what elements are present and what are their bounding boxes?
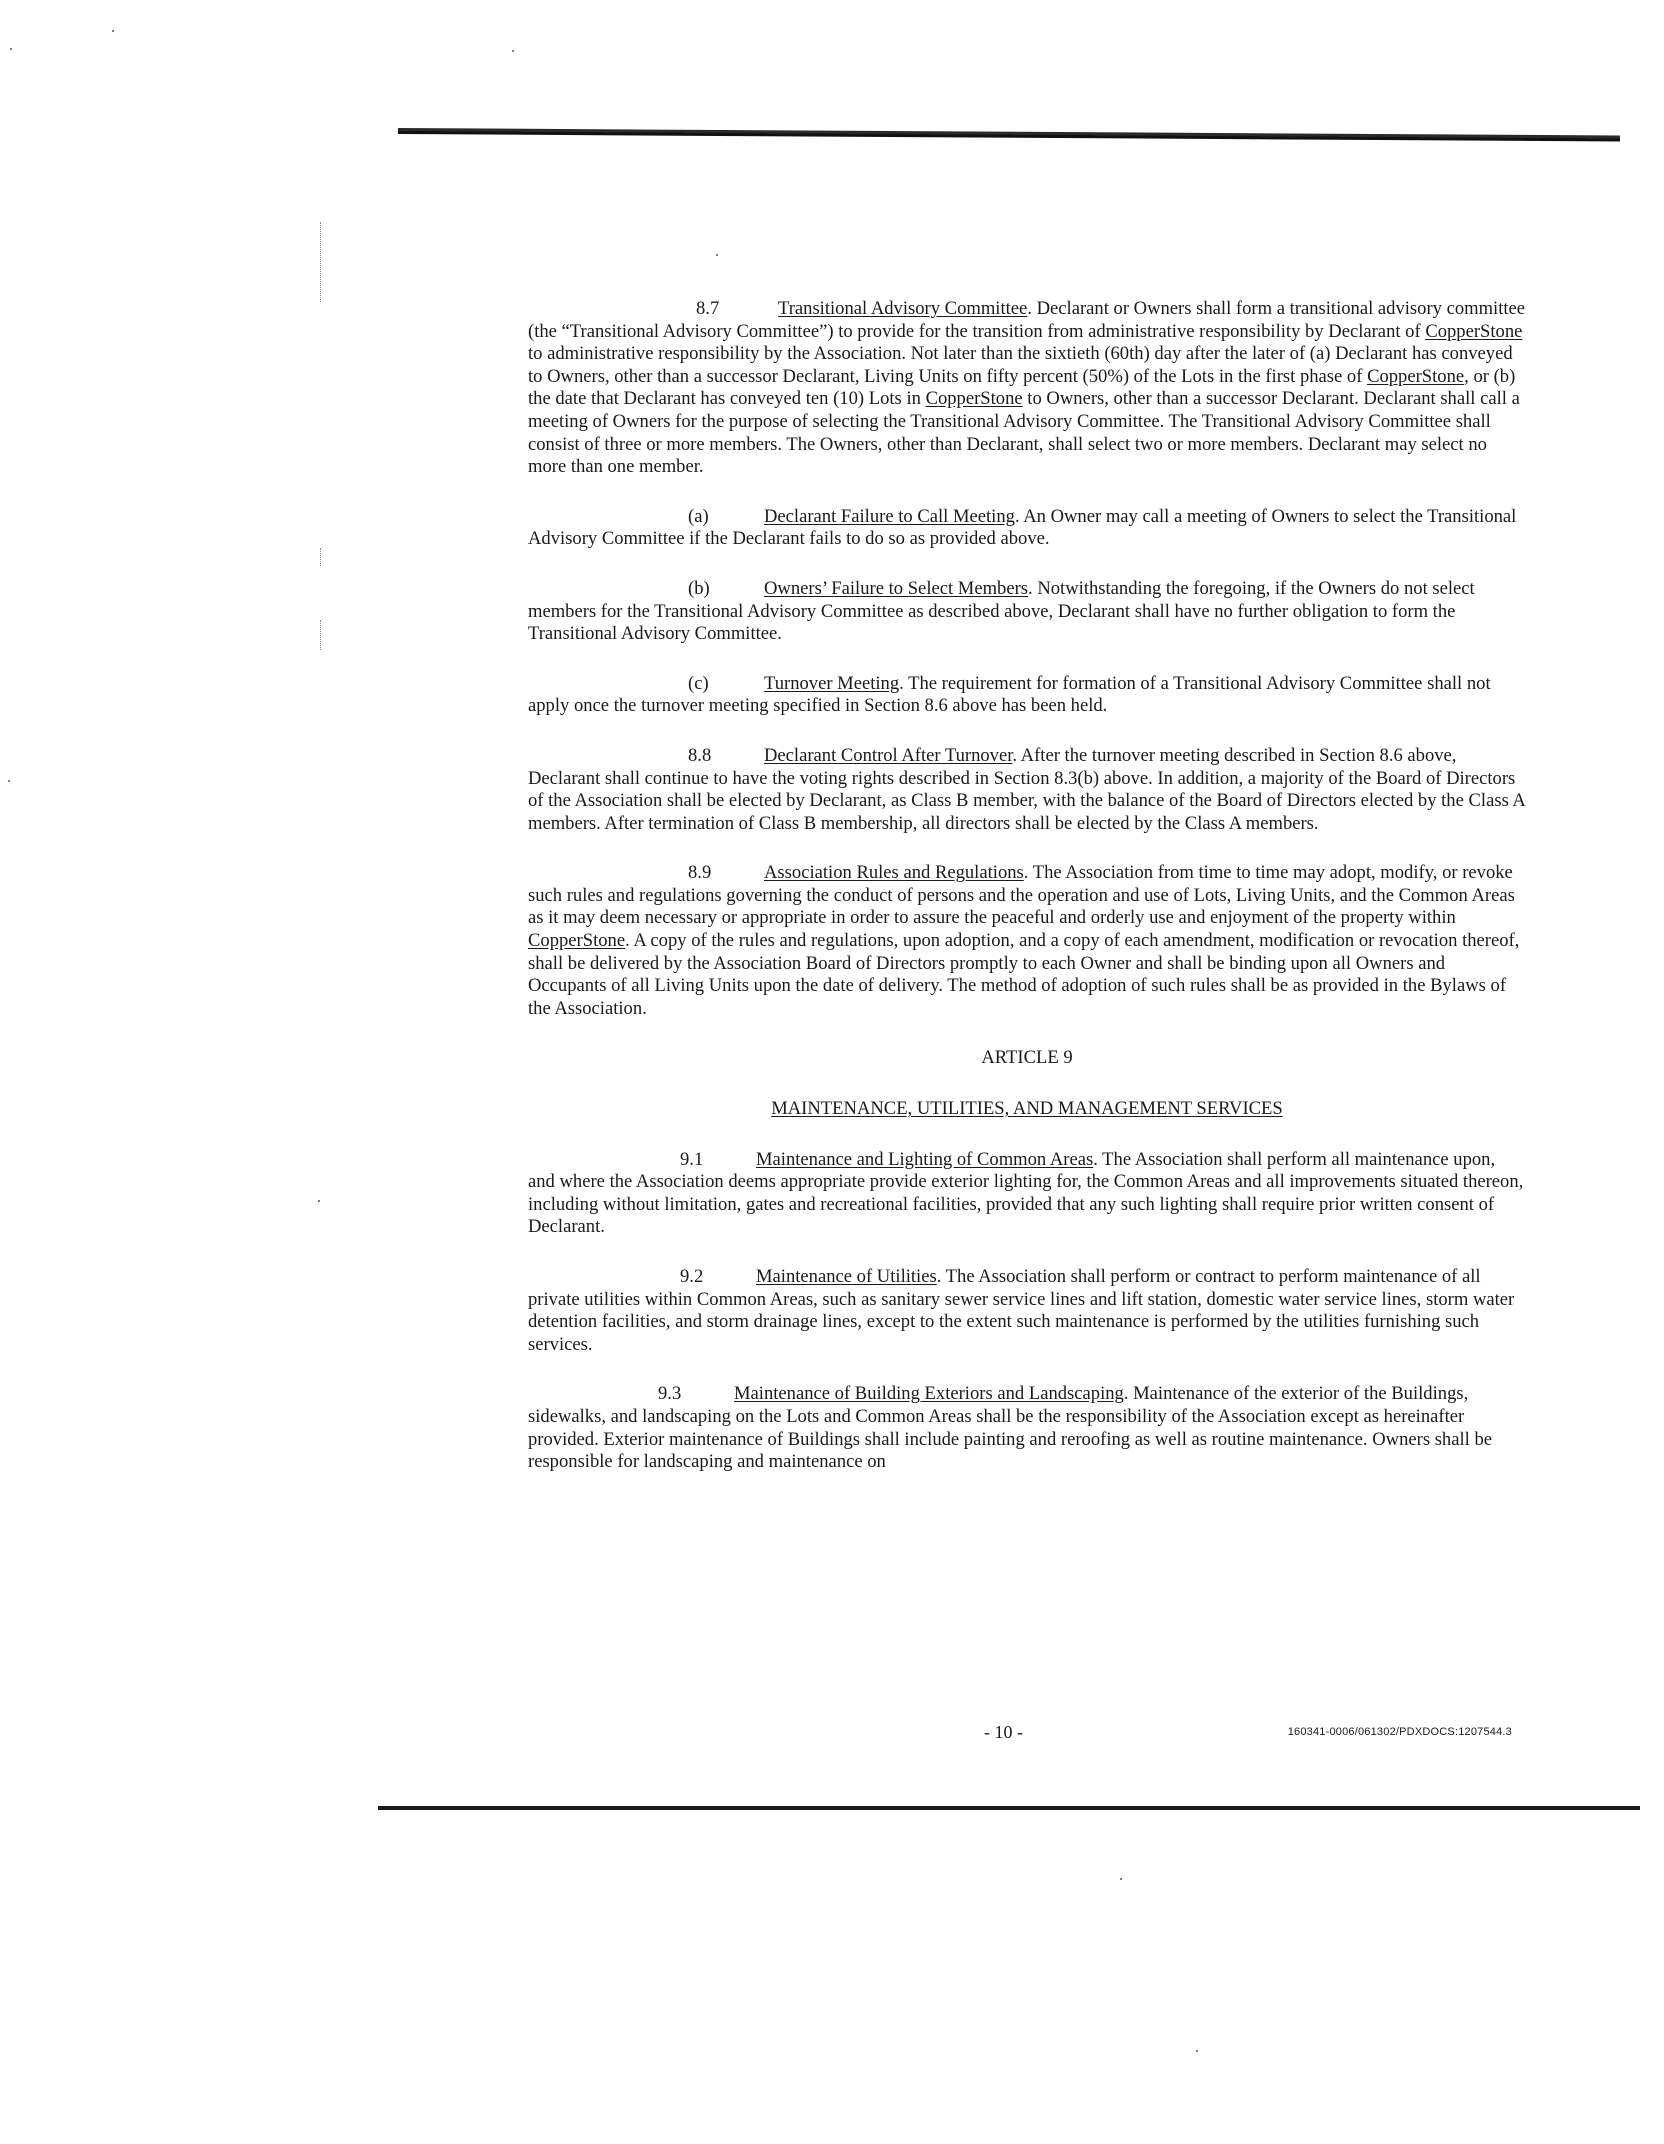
section-heading: Turnover Meeting	[764, 672, 900, 694]
section-heading: Declarant Control After Turnover	[764, 744, 1013, 766]
copperstone-term: CopperStone	[528, 930, 626, 952]
bottom-rule	[378, 1806, 1640, 1810]
section-text: , or (b) the date that Declarant has conveyed ten (10) Lots in	[528, 365, 1516, 410]
binder-hole-mark	[320, 620, 335, 650]
section-8-8	[528, 745, 1526, 835]
section-8-7-a	[528, 506, 1526, 551]
section-number: 9.1	[680, 1148, 704, 1170]
section-9-2	[528, 1266, 1526, 1356]
document-id: 160341-0006/061302/PDXDOCS:1207544.3	[1287, 1726, 1512, 1738]
section-text: to Owners, other than a successor Declarant. Declarant shall call a meeting of Owners for the purpose of selecting the Transitional Advisory Committee. The Transitional Advisory Committee shall consist of three or more members. The Owners, other than Declarant, shall select two or more members. Declarant may select no more than one member.	[528, 388, 1520, 478]
section-number: (a)	[688, 505, 709, 527]
section-number: 8.9	[688, 862, 712, 884]
section-9-3	[528, 1383, 1526, 1473]
section-number: 8.8	[688, 744, 712, 766]
document-body	[528, 298, 1526, 1501]
copperstone-term: CopperStone	[1367, 365, 1465, 387]
section-heading: Declarant Failure to Call Meeting	[764, 505, 1015, 527]
section-9-1	[528, 1149, 1526, 1239]
section-number: 9.3	[658, 1383, 682, 1405]
section-text: . The Association shall perform or contract to perform maintenance of all private utilities within Common Areas, such as sanitary sewer service lines and lift station, domestic water service lines, storm water detention facilities, and storm drainage lines, except to the extent such maintenance is performed by the utilities furnishing such services.	[528, 1266, 1515, 1355]
article-label: ARTICLE 9	[981, 1047, 1073, 1069]
section-number: (c)	[688, 672, 709, 694]
copperstone-term: CopperStone	[925, 388, 1023, 410]
article-title-text: MAINTENANCE, UTILITIES, AND MANAGEMENT SERVICES	[771, 1098, 1283, 1120]
top-rule	[398, 128, 1620, 141]
section-text: . Declarant or Owners shall form a transitional advisory committee (the “Transitional Advisory Committee”) to provide for the transition from administrative responsibility by Declarant of	[528, 298, 1526, 342]
section-heading: Transitional Advisory Committee	[778, 298, 1028, 319]
article-title	[528, 1098, 1526, 1121]
copperstone-term: CopperStone	[1425, 320, 1523, 342]
section-text: . The Association from time to time may adopt, modify, or revoke such rules and regulations governing the conduct of persons and the operation and use of Lots, Living Units, and the Common Areas as it may deem necessary or appropriate in order to assure the peaceful and orderly use and enjoyment of the property within	[528, 862, 1515, 929]
section-heading: Maintenance and Lighting of Common Areas	[756, 1148, 1094, 1170]
binder-hole-mark	[320, 548, 335, 566]
section-8-7-c	[528, 673, 1526, 718]
section-text: . After the turnover meeting described in Section 8.6 above, Declarant shall continue to have the voting rights described in Section 8.3(b) above. In addition, a majority of the Board of Directors of the Association shall be elected by Declarant, as Class B member, with the balance of the Board of Directors elected by the Class A members. After termination of Class B membership, all directors shall be elected by the Class A members.	[528, 744, 1525, 834]
binder-hole-mark	[320, 222, 335, 302]
section-text: . An Owner may call a meeting of Owners to select the Transitional Advisory Committee if the Declarant fails to do so as provided above.	[528, 505, 1517, 550]
section-heading: Association Rules and Regulations	[764, 862, 1024, 884]
section-text: . Notwithstanding the foregoing, if the Owners do not select members for the Transitional Advisory Committee as described above, Declarant shall have no further obligation to form the Transitional Advisory Committee.	[528, 577, 1475, 645]
section-text: . A copy of the rules and regulations, upon adoption, and a copy of each amendment, modification or revocation thereof, shall be delivered by the Association Board of Directors promptly to each Owner and shall be binding upon all Owners and Occupants of all Living Units upon the date of delivery. The method of adoption of such rules shall be as provided in the Bylaws of the Association.	[528, 930, 1520, 1019]
section-text: to administrative responsibility by the Association. Not later than the sixtieth (60th) day after the later of (a) Declarant has conveyed to Owners, other than a successor Declarant, Living Units on fifty percent (50%) of the Lots in the first phase of	[528, 343, 1513, 387]
section-text: . The Association shall perform all maintenance upon, and where the Association deems appropriate provide exterior lighting for, the Common Areas and all improvements situated thereon, including without limitation, gates and recreational facilities, provided that any such lighting shall require prior written consent of Declarant.	[528, 1148, 1524, 1238]
section-heading: Maintenance of Utilities	[756, 1266, 937, 1287]
section-text: . The requirement for formation of a Transitional Advisory Committee shall not apply once the turnover meeting specified in Section 8.6 above has been held.	[528, 672, 1491, 717]
section-number: 9.2	[680, 1266, 704, 1287]
section-heading: Maintenance of Building Exteriors and Landscaping	[734, 1383, 1124, 1405]
section-heading: Owners’ Failure to Select Members	[764, 577, 1029, 599]
page-number: - 10 -	[984, 1722, 1023, 1742]
section-8-9	[528, 862, 1526, 1020]
section-8-7-b	[528, 578, 1526, 646]
section-number: (b)	[688, 577, 710, 599]
page-footer	[528, 1722, 1526, 1748]
section-number: 8.7	[696, 298, 720, 319]
section-text: . Maintenance of the exterior of the Buildings, sidewalks, and landscaping on the Lots and Common Areas shall be the responsibility of the Association except as hereinafter provided. Exterior maintenance of Buildings shall include painting and reroofing as well as routine maintenance. Owners shall be responsible for landscaping and maintenance on	[528, 1383, 1493, 1473]
section-8-7	[528, 298, 1526, 479]
